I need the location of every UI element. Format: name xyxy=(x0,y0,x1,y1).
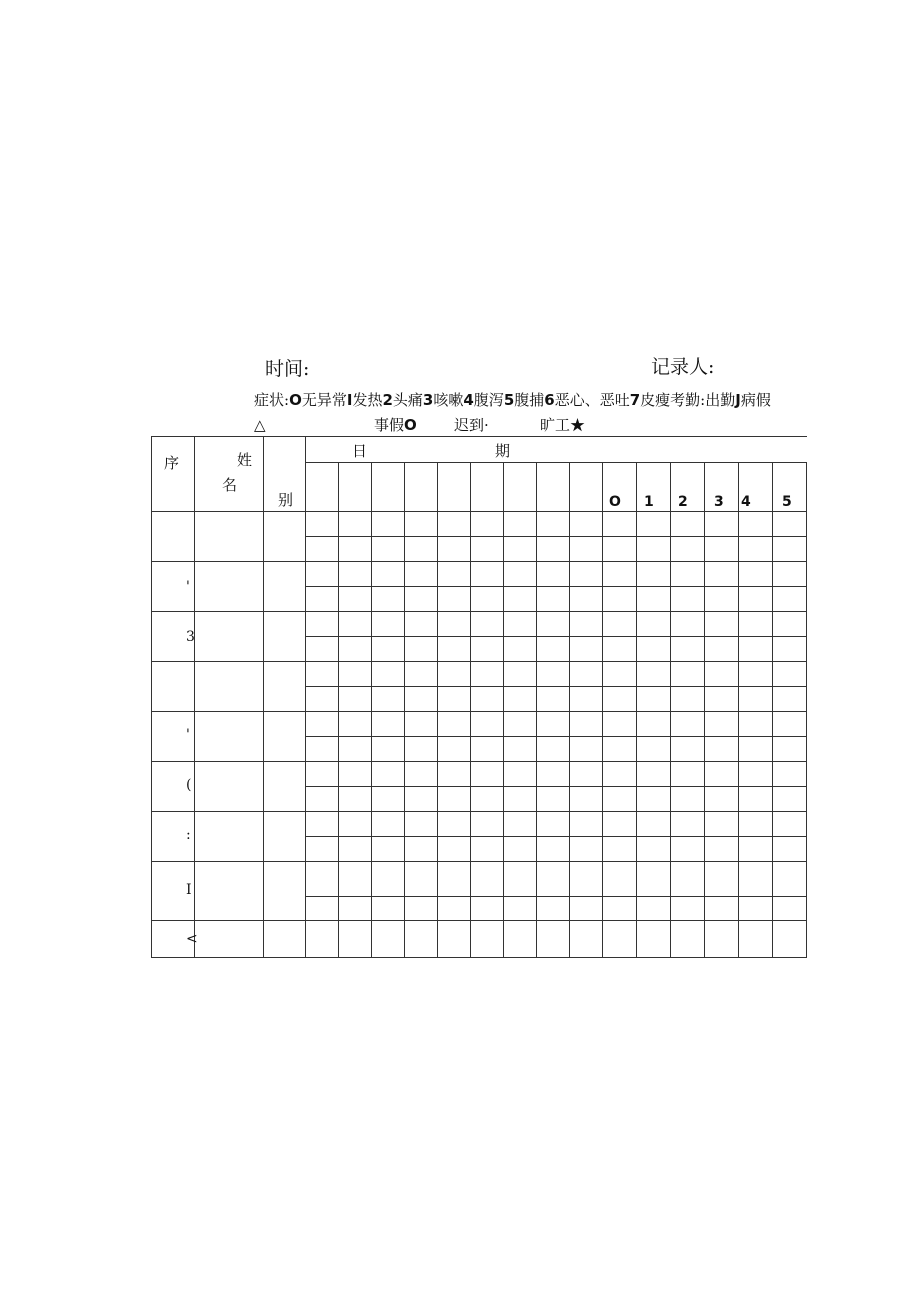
day-column-divider xyxy=(536,462,537,958)
row-seq-mark: I xyxy=(186,882,192,898)
column-divider xyxy=(194,436,195,958)
date-header-1: 日 xyxy=(352,442,368,460)
col-name-header-1: 姓 xyxy=(237,451,253,469)
table-left-border xyxy=(151,436,152,958)
day-number: 3 xyxy=(714,494,724,510)
row-divider xyxy=(151,711,807,712)
legend-segment: O xyxy=(289,391,302,409)
row-divider xyxy=(151,661,807,662)
half-row-divider xyxy=(305,786,807,787)
day-column-divider xyxy=(470,462,471,958)
day-column-divider xyxy=(704,462,705,958)
personal-leave-symbol: O xyxy=(404,416,417,434)
half-row-divider xyxy=(305,836,807,837)
row-seq-mark: ' xyxy=(186,579,190,595)
row-divider xyxy=(151,920,807,921)
legend-segment: 无异常 xyxy=(301,391,347,409)
legend-segment: 发热 xyxy=(352,391,383,409)
day-column-divider xyxy=(602,462,603,958)
legend-segment: 4 xyxy=(463,391,474,409)
half-row-divider xyxy=(305,586,807,587)
half-row-divider xyxy=(305,686,807,687)
half-row-divider xyxy=(305,736,807,737)
column-divider xyxy=(263,436,264,958)
legend-segment: 腹捕 xyxy=(514,391,545,409)
legend-segment: 腹泻 xyxy=(473,391,504,409)
day-number: 4 xyxy=(741,494,751,510)
date-header-2: 期 xyxy=(495,442,511,460)
day-column-divider xyxy=(636,462,637,958)
personal-leave-legend xyxy=(374,418,417,433)
column-divider xyxy=(305,436,306,958)
legend-segment: 2 xyxy=(382,391,393,409)
row-seq-mark: 3 xyxy=(186,629,195,645)
legend-segment: 7 xyxy=(629,391,641,409)
time-label: 时间: xyxy=(265,358,310,380)
day-column-divider xyxy=(437,462,438,958)
recorder-label: 记录人: xyxy=(651,356,715,378)
table-top-border xyxy=(151,436,807,437)
date-header-divider xyxy=(305,462,807,463)
legend-segment: 5 xyxy=(503,391,515,409)
legend-segment: J xyxy=(735,391,741,409)
day-column-divider xyxy=(569,462,570,958)
legend-segment: I xyxy=(346,391,353,409)
day-column-divider xyxy=(670,462,671,958)
table-bottom-border xyxy=(151,957,807,958)
legend-segment: 皮瘦考勤:出勤 xyxy=(640,391,736,409)
row-seq-mark: : xyxy=(186,827,191,843)
day-column-divider xyxy=(503,462,504,958)
day-column-divider xyxy=(404,462,405,958)
day-number: 1 xyxy=(644,494,654,510)
legend-segment: 6 xyxy=(544,391,555,409)
day-column-divider xyxy=(338,462,339,958)
legend-segment: 头痛 xyxy=(392,391,423,409)
half-row-divider xyxy=(305,896,807,897)
col-gender-header: 别 xyxy=(278,491,294,509)
row-divider xyxy=(151,561,807,562)
day-number: 2 xyxy=(678,494,688,510)
row-divider xyxy=(151,861,807,862)
absent-legend: 旷工★ xyxy=(540,416,586,434)
legend-segment: 咳嗽 xyxy=(433,391,464,409)
half-row-divider xyxy=(305,536,807,537)
row-divider xyxy=(151,511,807,512)
col-seq-header: 序 xyxy=(164,454,180,472)
half-row-divider xyxy=(305,636,807,637)
row-seq-mark: ' xyxy=(186,727,190,743)
row-seq-mark: < xyxy=(186,931,198,947)
personal-leave-label: 事假 xyxy=(374,416,405,434)
day-column-divider xyxy=(371,462,372,958)
day-column-divider xyxy=(772,462,773,958)
row-divider xyxy=(151,761,807,762)
row-seq-mark: ( xyxy=(186,777,192,793)
day-number: 5 xyxy=(782,494,792,510)
legend-segment: 病假 xyxy=(740,391,771,409)
row-divider xyxy=(151,811,807,812)
sick-leave-symbol: △ xyxy=(254,416,266,434)
legend-segment: 3 xyxy=(422,391,434,409)
row-divider xyxy=(151,611,807,612)
day-column-divider xyxy=(738,462,739,958)
day-column-divider xyxy=(806,462,807,958)
legend-segment: 恶心、恶吐 xyxy=(554,391,630,409)
col-name-header-2: 名 xyxy=(222,476,238,494)
late-legend: 迟到· xyxy=(454,416,489,434)
day-number: O xyxy=(609,494,621,510)
symptom-legend xyxy=(254,393,771,408)
legend-segment: 症状: xyxy=(254,391,290,409)
